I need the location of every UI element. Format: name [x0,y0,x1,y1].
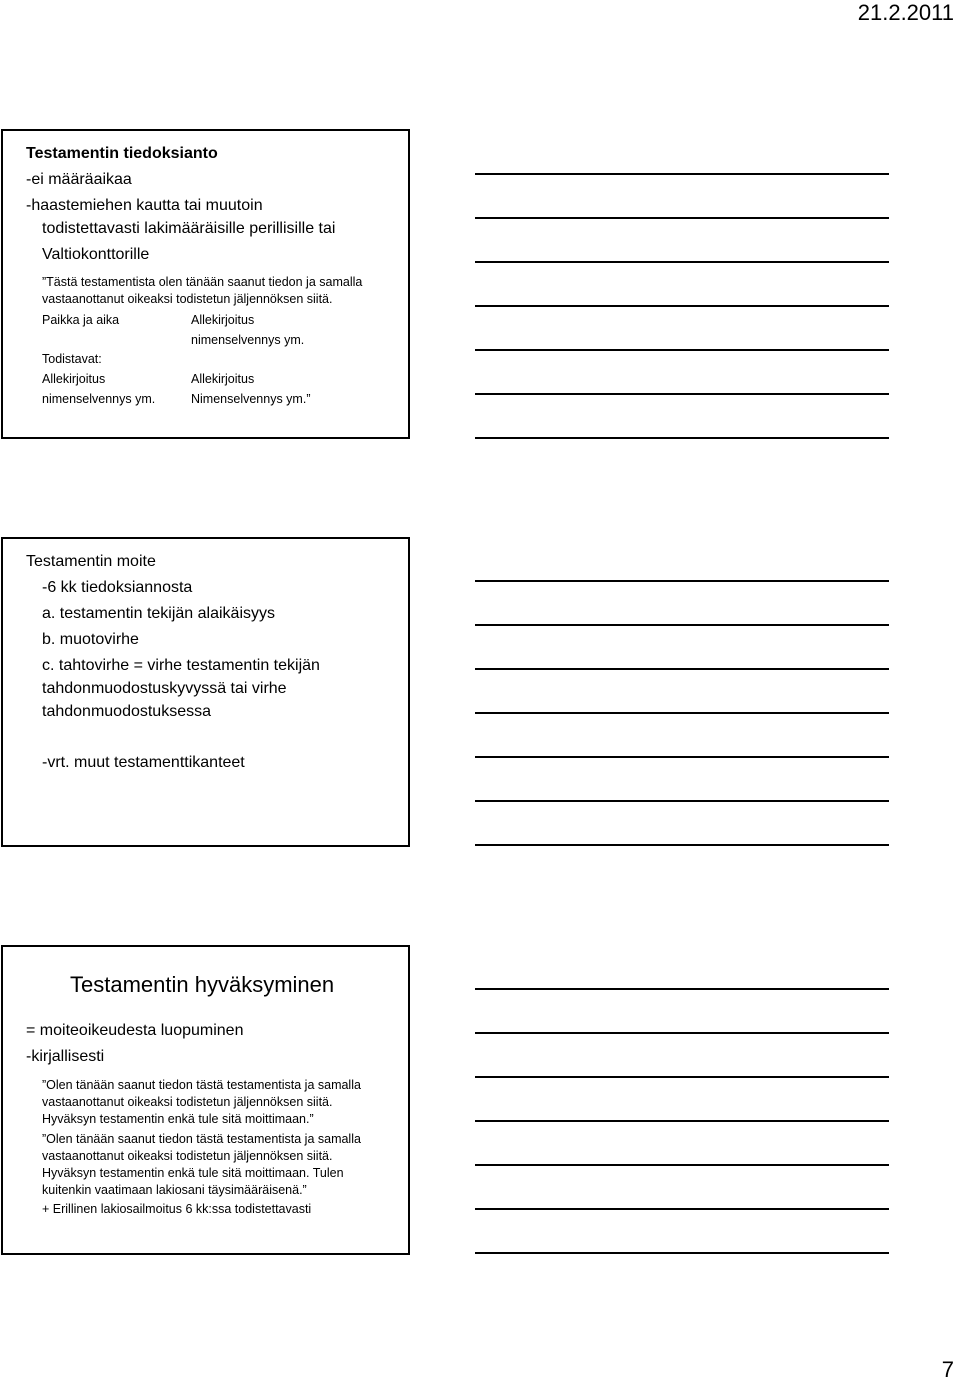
slide-line: -kirjallisesti [26,1048,105,1065]
note-line-rule [475,800,889,802]
slide-line: Valtiokonttorille [42,246,150,263]
slide-line: tahdonmuodostuksessa [42,703,211,720]
document-date: 21.2.2011 [857,0,954,25]
slide-testamentin-hyvaksyminen [1,945,410,1255]
slide-line: = moiteoikeudesta luopuminen [26,1022,244,1039]
note-line-rule [475,173,889,175]
slide-line: c. tahtovirhe = virhe testamentin tekijän [42,657,320,674]
note-line-rule [475,624,889,626]
note-line-rule [475,712,889,714]
note-line-rule [475,1164,889,1166]
note-line-rule [475,437,889,439]
quote-line: vastaanottanut oikeaksi todistetun jäljennöksen siitä. [42,292,333,306]
slide-title: Testamentin tiedoksianto [26,145,218,162]
note-line-rule [475,305,889,307]
note-line-rule [475,580,889,582]
note-line-rule [475,1252,889,1254]
page-number: 7 [941,1357,954,1382]
witnesses-label: Todistavat: [42,352,102,366]
note-line-rule [475,393,889,395]
slide-testamentin-moite [1,537,410,847]
note-line-rule [475,844,889,846]
slide-testamentin-tiedoksianto [1,129,410,439]
slide-line: a. testamentin tekijän alaikäisyys [42,605,275,622]
quote-line: Hyväksyn testamentin enkä tule sitä moittimaan.” [42,1112,314,1126]
slide-title: Testamentin moite [26,553,156,570]
slide-line: -6 kk tiedoksiannosta [42,579,193,596]
note-line-rule [475,1076,889,1078]
signature-label: Allekirjoitus [191,313,255,327]
slide-line: b. muotovirhe [42,631,139,648]
slide-line: -vrt. muut testamenttikanteet [42,754,245,771]
note-line-rule [475,756,889,758]
witness2-signature: Allekirjoitus [191,372,255,386]
quote-line: ”Tästä testamentista olen tänään saanut tiedon ja samalla [42,275,363,289]
slide-line: -haastemiehen kautta tai muutoin [26,197,263,214]
witness1-name: nimenselvennys ym. [42,392,156,406]
quote-line: vastaanottanut oikeaksi todistetun jäljennöksen siitä. [42,1149,333,1163]
note-line: + Erillinen lakiosailmoitus 6 kk:ssa todistettavasti [42,1202,312,1216]
witness2-name: Nimenselvennys ym.” [191,392,311,406]
slide-line: -ei määräaikaa [26,171,132,188]
note-line-rule [475,1208,889,1210]
quote-line: Hyväksyn testamentin enkä tule sitä moittimaan. Tulen [42,1166,344,1180]
note-line-rule [475,988,889,990]
quote-line: kuitenkin vaatimaan lakiosani täysimääräisenä.” [42,1183,307,1197]
note-line-rule [475,1032,889,1034]
quote-line: ”Olen tänään saanut tiedon tästä testamentista ja samalla [42,1078,361,1092]
slide-title: Testamentin hyväksyminen [70,972,335,997]
witness1-signature: Allekirjoitus [42,372,106,386]
note-line-rule [475,261,889,263]
note-line-rule [475,349,889,351]
note-line-rule [475,217,889,219]
slide-line: tahdonmuodostuskyvyssä tai virhe [42,680,287,697]
place-time-label: Paikka ja aika [42,313,120,327]
note-line-rule [475,668,889,670]
quote-line: vastaanottanut oikeaksi todistetun jäljennöksen siitä. [42,1095,333,1109]
slide-line: todistettavasti lakimääräisille perillisille tai [42,220,336,237]
name-clarification-label: nimenselvennys ym. [191,333,305,347]
note-line-rule [475,1120,889,1122]
quote-line: ”Olen tänään saanut tiedon tästä testamentista ja samalla [42,1132,361,1146]
